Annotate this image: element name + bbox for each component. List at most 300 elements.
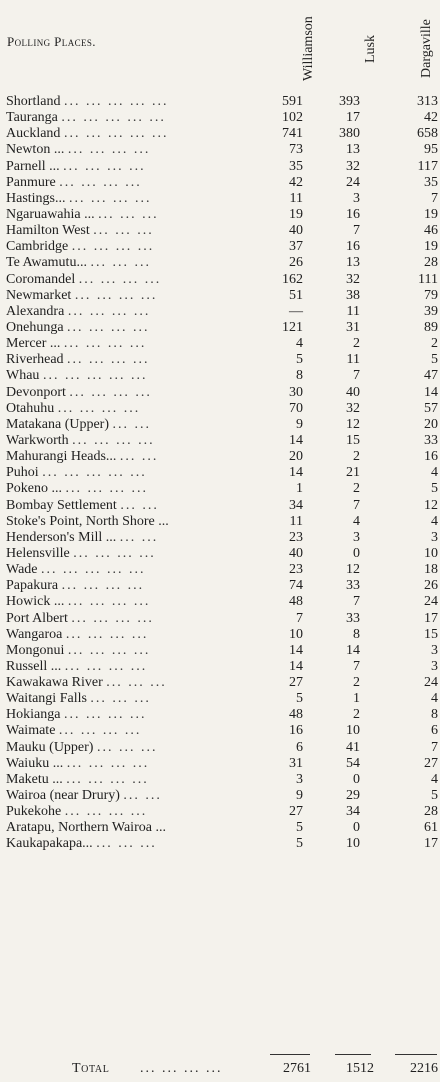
- votes-lusk: 38: [346, 287, 360, 303]
- votes-williamson: 42: [289, 174, 303, 190]
- table-row: [0, 562, 440, 578]
- votes-dargaville: 89: [424, 319, 438, 335]
- table-title: Polling Places.: [7, 34, 96, 49]
- polling-place-label: Helensville: [6, 545, 70, 561]
- polling-place-name: [6, 707, 271, 723]
- votes-dargaville: 24: [424, 594, 438, 610]
- leader-dots: ... ... ... ...: [64, 804, 148, 820]
- leader-dots: ... ... ... ... ...: [42, 368, 148, 384]
- polling-place-name: [6, 223, 271, 239]
- votes-dargaville: 28: [424, 804, 438, 820]
- votes-lusk: 2: [353, 481, 360, 497]
- votes-lusk: 16: [346, 206, 360, 222]
- votes-dargaville: 79: [424, 287, 438, 303]
- votes-lusk: 0: [353, 545, 360, 561]
- votes-williamson: 7: [296, 610, 303, 626]
- table-row: [0, 207, 440, 223]
- votes-dargaville: 19: [424, 206, 438, 222]
- table-row: [0, 723, 440, 739]
- votes-williamson: 30: [289, 384, 303, 400]
- polling-place-name: [6, 239, 271, 255]
- polling-place-name: [6, 530, 271, 546]
- table-row: [0, 433, 440, 449]
- leader-dots: ... ... ...: [96, 739, 158, 755]
- polling-place-label: Maketu ...: [6, 771, 63, 787]
- polling-place-label: Puhoi: [6, 465, 39, 481]
- votes-dargaville: 95: [424, 142, 438, 158]
- total-dargaville: 2216: [410, 1061, 438, 1076]
- polling-place-name: [6, 659, 271, 675]
- votes-lusk: 11: [346, 303, 360, 319]
- polling-place-name: [6, 417, 271, 433]
- votes-williamson: 6: [296, 739, 303, 755]
- votes-dargaville: 24: [424, 675, 438, 691]
- leader-dots: ... ... ... ...: [67, 642, 151, 658]
- votes-dargaville: 47: [424, 368, 438, 384]
- votes-williamson: 34: [289, 497, 303, 513]
- votes-lusk: 11: [346, 352, 360, 368]
- votes-williamson: 37: [289, 239, 303, 255]
- table-row: [0, 352, 440, 368]
- polling-place-label: Port Albert: [6, 610, 68, 626]
- polling-place-name: [6, 401, 271, 417]
- votes-lusk: 54: [346, 755, 360, 771]
- votes-lusk: 0: [353, 771, 360, 787]
- leader-dots: ... ... ...: [90, 691, 151, 707]
- votes-williamson: 27: [289, 804, 303, 820]
- polling-place-name: [6, 304, 271, 320]
- table-row: [0, 788, 440, 804]
- votes-dargaville: 658: [417, 126, 438, 142]
- polling-place-name: [6, 578, 271, 594]
- leader-dots: ... ... ...: [96, 836, 157, 852]
- leader-dots: ... ... ... ...: [67, 594, 151, 610]
- table-row: [0, 126, 440, 142]
- leader-dots: ... ... ... ...: [61, 578, 145, 594]
- votes-williamson: 4: [296, 336, 303, 352]
- leader-dots: ... ... ... ...: [63, 336, 147, 352]
- polling-place-label: Papakura: [6, 578, 59, 594]
- votes-dargaville: 12: [424, 497, 438, 513]
- table-row: [0, 836, 440, 852]
- table-row: [0, 272, 440, 288]
- table-row: [0, 772, 440, 788]
- polling-place-label: Ngaruawahia ...: [6, 206, 95, 222]
- votes-dargaville: 4: [431, 513, 438, 529]
- votes-lusk: 2: [353, 336, 360, 352]
- leader-dots: ... ... ... ...: [63, 707, 147, 723]
- votes-dargaville: 39: [424, 303, 438, 319]
- table-row: [0, 804, 440, 820]
- table-row: [0, 707, 440, 723]
- polling-place-label: Aratapu, Northern Wairoa ...: [6, 820, 166, 836]
- polling-place-label: Newmarket: [6, 287, 72, 303]
- leader-dots: ... ... ... ...: [72, 432, 155, 448]
- table-row: [0, 417, 440, 433]
- table-row: [0, 449, 440, 465]
- votes-dargaville: 26: [424, 578, 438, 594]
- table-row: [0, 255, 440, 271]
- votes-williamson: 102: [282, 110, 303, 126]
- leader-dots: ... ... ...: [98, 206, 159, 222]
- votes-lusk: 29: [346, 788, 360, 804]
- polling-place-label: Alexandra: [6, 303, 65, 319]
- votes-williamson: 741: [282, 126, 303, 142]
- polling-place-label: Coromandel: [6, 271, 76, 287]
- polling-place-label: Newton ...: [6, 142, 65, 158]
- votes-lusk: 24: [346, 174, 360, 190]
- leader-dots: ... ... ... ...: [73, 545, 156, 561]
- votes-dargaville: 17: [424, 610, 438, 626]
- column-header-lusk: Lusk: [363, 35, 378, 63]
- polling-table-body: [0, 94, 440, 853]
- polling-place-label: Pukekohe: [6, 804, 62, 820]
- polling-place-label: Tauranga: [6, 110, 58, 126]
- polling-place-name: [6, 320, 271, 336]
- leader-dots: ... ... ... ...: [65, 626, 149, 642]
- total-rule-dargaville: [395, 1054, 437, 1055]
- votes-dargaville: 6: [431, 723, 438, 739]
- leader-dots: ... ... ... ... ...: [63, 94, 169, 109]
- votes-dargaville: 111: [418, 271, 438, 287]
- votes-williamson: 40: [289, 223, 303, 239]
- total-williamson: 2761: [283, 1061, 311, 1076]
- votes-williamson: 70: [289, 400, 303, 416]
- leader-dots: ... ... ... ...: [67, 303, 151, 319]
- polling-place-name: [6, 756, 271, 772]
- polling-place-label: Otahuhu: [6, 400, 55, 416]
- votes-williamson: 14: [289, 658, 303, 674]
- table-row: [0, 530, 440, 546]
- votes-dargaville: 20: [424, 416, 438, 432]
- total-row: [0, 1060, 440, 1078]
- votes-lusk: 10: [346, 836, 360, 852]
- votes-lusk: 32: [346, 158, 360, 174]
- votes-dargaville: 17: [424, 836, 438, 852]
- total-lusk: 1512: [346, 1061, 374, 1076]
- polling-place-name: [6, 465, 271, 481]
- votes-williamson: 9: [296, 788, 303, 804]
- votes-lusk: 2: [353, 675, 360, 691]
- polling-place-name: [6, 352, 271, 368]
- leader-dots: ... ...: [119, 449, 159, 465]
- polling-place-name: [6, 207, 271, 223]
- votes-dargaville: 28: [424, 255, 438, 271]
- votes-lusk: 33: [346, 610, 360, 626]
- polling-place-label: Hastings...: [6, 190, 66, 206]
- votes-lusk: 10: [346, 723, 360, 739]
- polling-place-label: Waitangi Falls: [6, 691, 87, 707]
- leader-dots: ... ...: [120, 497, 159, 513]
- table-row: [0, 175, 440, 191]
- polling-place-name: [6, 772, 271, 788]
- votes-dargaville: 5: [431, 352, 438, 368]
- votes-lusk: 12: [346, 562, 360, 578]
- votes-williamson: 5: [296, 352, 303, 368]
- leader-dots: ... ...: [123, 788, 162, 804]
- table-row: [0, 159, 440, 175]
- votes-williamson: 26: [289, 255, 303, 271]
- polling-place-label: Shortland: [6, 94, 61, 109]
- votes-williamson: 23: [289, 562, 303, 578]
- votes-williamson: —: [289, 303, 303, 319]
- polling-place-label: Wangaroa: [6, 626, 63, 642]
- votes-lusk: 7: [353, 368, 360, 384]
- polling-place-label: Kaukapakapa...: [6, 836, 93, 852]
- votes-lusk: 32: [346, 400, 360, 416]
- polling-place-label: Wade: [6, 562, 38, 578]
- polling-place-label: Stoke's Point, North Shore ...: [6, 513, 169, 529]
- column-header-williamson: Williamson: [301, 16, 316, 82]
- leader-dots: ... ... ... ...: [74, 287, 158, 303]
- votes-lusk: 12: [346, 416, 360, 432]
- votes-dargaville: 8: [431, 707, 438, 723]
- table-row: [0, 465, 440, 481]
- table-row: [0, 546, 440, 562]
- polling-place-name: [6, 788, 271, 804]
- leader-dots: ... ... ... ...: [64, 658, 148, 674]
- polling-place-name: [6, 627, 271, 643]
- table-row: [0, 142, 440, 158]
- polling-place-name: [6, 255, 271, 271]
- polling-place-name: [6, 691, 271, 707]
- votes-lusk: 34: [346, 804, 360, 820]
- polling-place-label: Cambridge: [6, 239, 69, 255]
- polling-place-name: [6, 498, 271, 514]
- votes-dargaville: 313: [417, 94, 438, 109]
- table-row: [0, 368, 440, 384]
- polling-place-label: Warkworth: [6, 432, 69, 448]
- polling-place-name: [6, 820, 271, 836]
- votes-williamson: 73: [289, 142, 303, 158]
- votes-dargaville: 14: [424, 384, 438, 400]
- votes-dargaville: 27: [424, 755, 438, 771]
- votes-dargaville: 18: [424, 562, 438, 578]
- polling-place-name: [6, 836, 271, 852]
- leader-dots: ... ... ...: [90, 255, 151, 271]
- table-row: [0, 239, 440, 255]
- polling-place-name: [6, 740, 271, 756]
- votes-lusk: 380: [339, 126, 360, 142]
- polling-place-label: Waimate: [6, 723, 56, 739]
- polling-place-label: Pokeno ...: [6, 481, 62, 497]
- polling-place-label: Mahurangi Heads...: [6, 449, 117, 465]
- table-row: [0, 675, 440, 691]
- votes-dargaville: 19: [424, 239, 438, 255]
- votes-dargaville: 3: [431, 642, 438, 658]
- votes-williamson: 10: [289, 626, 303, 642]
- votes-williamson: 9: [296, 416, 303, 432]
- leader-dots: ... ... ... ...: [71, 610, 154, 626]
- votes-williamson: 591: [282, 94, 303, 109]
- votes-williamson: 14: [289, 642, 303, 658]
- votes-lusk: 14: [346, 642, 360, 658]
- votes-dargaville: 3: [431, 529, 438, 545]
- polling-place-name: [6, 288, 271, 304]
- votes-williamson: 5: [296, 820, 303, 836]
- polling-place-name: [6, 336, 271, 352]
- leader-dots: ... ... ... ...: [69, 384, 152, 400]
- votes-williamson: 5: [296, 691, 303, 707]
- polling-place-label: Matakana (Upper): [6, 416, 110, 432]
- leader-dots: ... ... ...: [93, 223, 154, 239]
- polling-place-label: Panmure: [6, 174, 56, 190]
- votes-dargaville: 4: [431, 771, 438, 787]
- polling-place-name: [6, 142, 271, 158]
- votes-williamson: 48: [289, 594, 303, 610]
- polling-place-label: Onehunga: [6, 319, 64, 335]
- votes-williamson: 162: [282, 271, 303, 287]
- leader-dots: ... ... ... ...: [66, 771, 149, 787]
- table-row: [0, 514, 440, 530]
- polling-place-label: Wairoa (near Drury): [6, 788, 120, 804]
- votes-dargaville: 4: [431, 691, 438, 707]
- polling-place-label: Hokianga: [6, 707, 61, 723]
- votes-williamson: 20: [289, 449, 303, 465]
- leader-dots: ... ... ... ... ...: [61, 110, 166, 126]
- votes-lusk: 393: [339, 94, 360, 109]
- votes-dargaville: 10: [424, 545, 438, 561]
- votes-williamson: 35: [289, 158, 303, 174]
- table-row: [0, 578, 440, 594]
- table-row: [0, 385, 440, 401]
- votes-dargaville: 2: [431, 336, 438, 352]
- votes-dargaville: 15: [424, 626, 438, 642]
- votes-dargaville: 5: [431, 481, 438, 497]
- votes-dargaville: 33: [424, 432, 438, 448]
- votes-williamson: 74: [289, 578, 303, 594]
- votes-lusk: 41: [346, 739, 360, 755]
- leader-dots: ... ... ... ...: [71, 239, 155, 255]
- leader-dots: ... ... ... ... ...: [41, 562, 146, 578]
- votes-williamson: 3: [296, 771, 303, 787]
- votes-williamson: 14: [289, 432, 303, 448]
- table-row: [0, 594, 440, 610]
- polling-place-label: Te Awamutu...: [6, 255, 87, 271]
- polling-place-name: [6, 175, 271, 191]
- polling-place-label: Riverhead: [6, 352, 64, 368]
- table-row: [0, 691, 440, 707]
- leader-dots: ... ... ... ...: [58, 723, 142, 739]
- votes-lusk: 8: [353, 626, 360, 642]
- polling-place-name: [6, 514, 271, 530]
- votes-lusk: 32: [346, 271, 360, 287]
- table-row: [0, 223, 440, 239]
- polling-place-name: [6, 385, 271, 401]
- table-row: [0, 191, 440, 207]
- polling-place-name: [6, 449, 271, 465]
- votes-dargaville: 7: [431, 739, 438, 755]
- polling-place-label: Russell ...: [6, 658, 62, 674]
- polling-place-label: Kawakawa River: [6, 675, 103, 691]
- polling-place-name: [6, 110, 271, 126]
- polling-place-name: [6, 804, 271, 820]
- votes-williamson: 16: [289, 723, 303, 739]
- total-leader-dots: ... ... ... ...: [140, 1061, 223, 1076]
- votes-lusk: 4: [353, 513, 360, 529]
- leader-dots: ... ... ... ...: [66, 755, 150, 771]
- leader-dots: ... ... ... ...: [67, 142, 151, 158]
- votes-lusk: 31: [346, 319, 360, 335]
- polling-place-name: [6, 546, 271, 562]
- votes-lusk: 3: [353, 190, 360, 206]
- polling-place-name: [6, 433, 271, 449]
- votes-williamson: 23: [289, 529, 303, 545]
- votes-lusk: 7: [353, 497, 360, 513]
- votes-lusk: 3: [353, 529, 360, 545]
- votes-lusk: 2: [353, 707, 360, 723]
- votes-williamson: 8: [296, 368, 303, 384]
- table-row: [0, 94, 440, 110]
- votes-williamson: 27: [289, 675, 303, 691]
- polling-place-name: [6, 272, 271, 288]
- polling-place-name: [6, 159, 271, 175]
- polling-place-label: Mongonui: [6, 642, 65, 658]
- polling-place-name: [6, 594, 271, 610]
- total-rule-williamson: [270, 1054, 310, 1055]
- table-row: [0, 401, 440, 417]
- polling-place-label: Devonport: [6, 384, 66, 400]
- leader-dots: ... ... ... ...: [67, 352, 150, 368]
- votes-dargaville: 5: [431, 788, 438, 804]
- table-row: [0, 756, 440, 772]
- column-header-dargaville: Dargaville: [419, 19, 434, 79]
- polling-place-label: Auckland: [6, 126, 61, 142]
- votes-dargaville: 42: [424, 110, 438, 126]
- table-row: [0, 498, 440, 514]
- polling-place-name: [6, 481, 271, 497]
- votes-lusk: 17: [346, 110, 360, 126]
- polling-place-name: [6, 723, 271, 739]
- leader-dots: ... ... ... ...: [57, 400, 141, 416]
- votes-dargaville: 4: [431, 465, 438, 481]
- table-row: [0, 320, 440, 336]
- leader-dots: ... ... ... ...: [59, 174, 142, 190]
- polling-place-label: Howick ...: [6, 594, 65, 610]
- leader-dots: ... ... ... ...: [67, 319, 150, 335]
- table-row: [0, 288, 440, 304]
- votes-lusk: 33: [346, 578, 360, 594]
- table-row: [0, 659, 440, 675]
- table-row: [0, 820, 440, 836]
- votes-lusk: 16: [346, 239, 360, 255]
- votes-lusk: 40: [346, 384, 360, 400]
- votes-lusk: 21: [346, 465, 360, 481]
- table-row: [0, 611, 440, 627]
- polling-place-label: Whau: [6, 368, 40, 384]
- votes-williamson: 19: [289, 206, 303, 222]
- polling-place-name: [6, 191, 271, 207]
- votes-williamson: 14: [289, 465, 303, 481]
- polling-place-name: [6, 126, 271, 142]
- polling-place-label: Bombay Settlement: [6, 497, 117, 513]
- votes-dargaville: 35: [424, 174, 438, 190]
- leader-dots: ... ... ... ...: [65, 481, 148, 497]
- votes-williamson: 51: [289, 287, 303, 303]
- votes-lusk: 1: [353, 691, 360, 707]
- polling-place-label: Hamilton West: [6, 223, 90, 239]
- table-row: [0, 304, 440, 320]
- total-rule-lusk: [335, 1054, 371, 1055]
- votes-lusk: 13: [346, 255, 360, 271]
- votes-dargaville: 61: [424, 820, 438, 836]
- votes-lusk: 7: [353, 223, 360, 239]
- votes-williamson: 11: [289, 513, 303, 529]
- table-row: [0, 481, 440, 497]
- votes-dargaville: 16: [424, 449, 438, 465]
- votes-williamson: 31: [289, 755, 303, 771]
- leader-dots: ... ... ... ... ...: [42, 465, 147, 481]
